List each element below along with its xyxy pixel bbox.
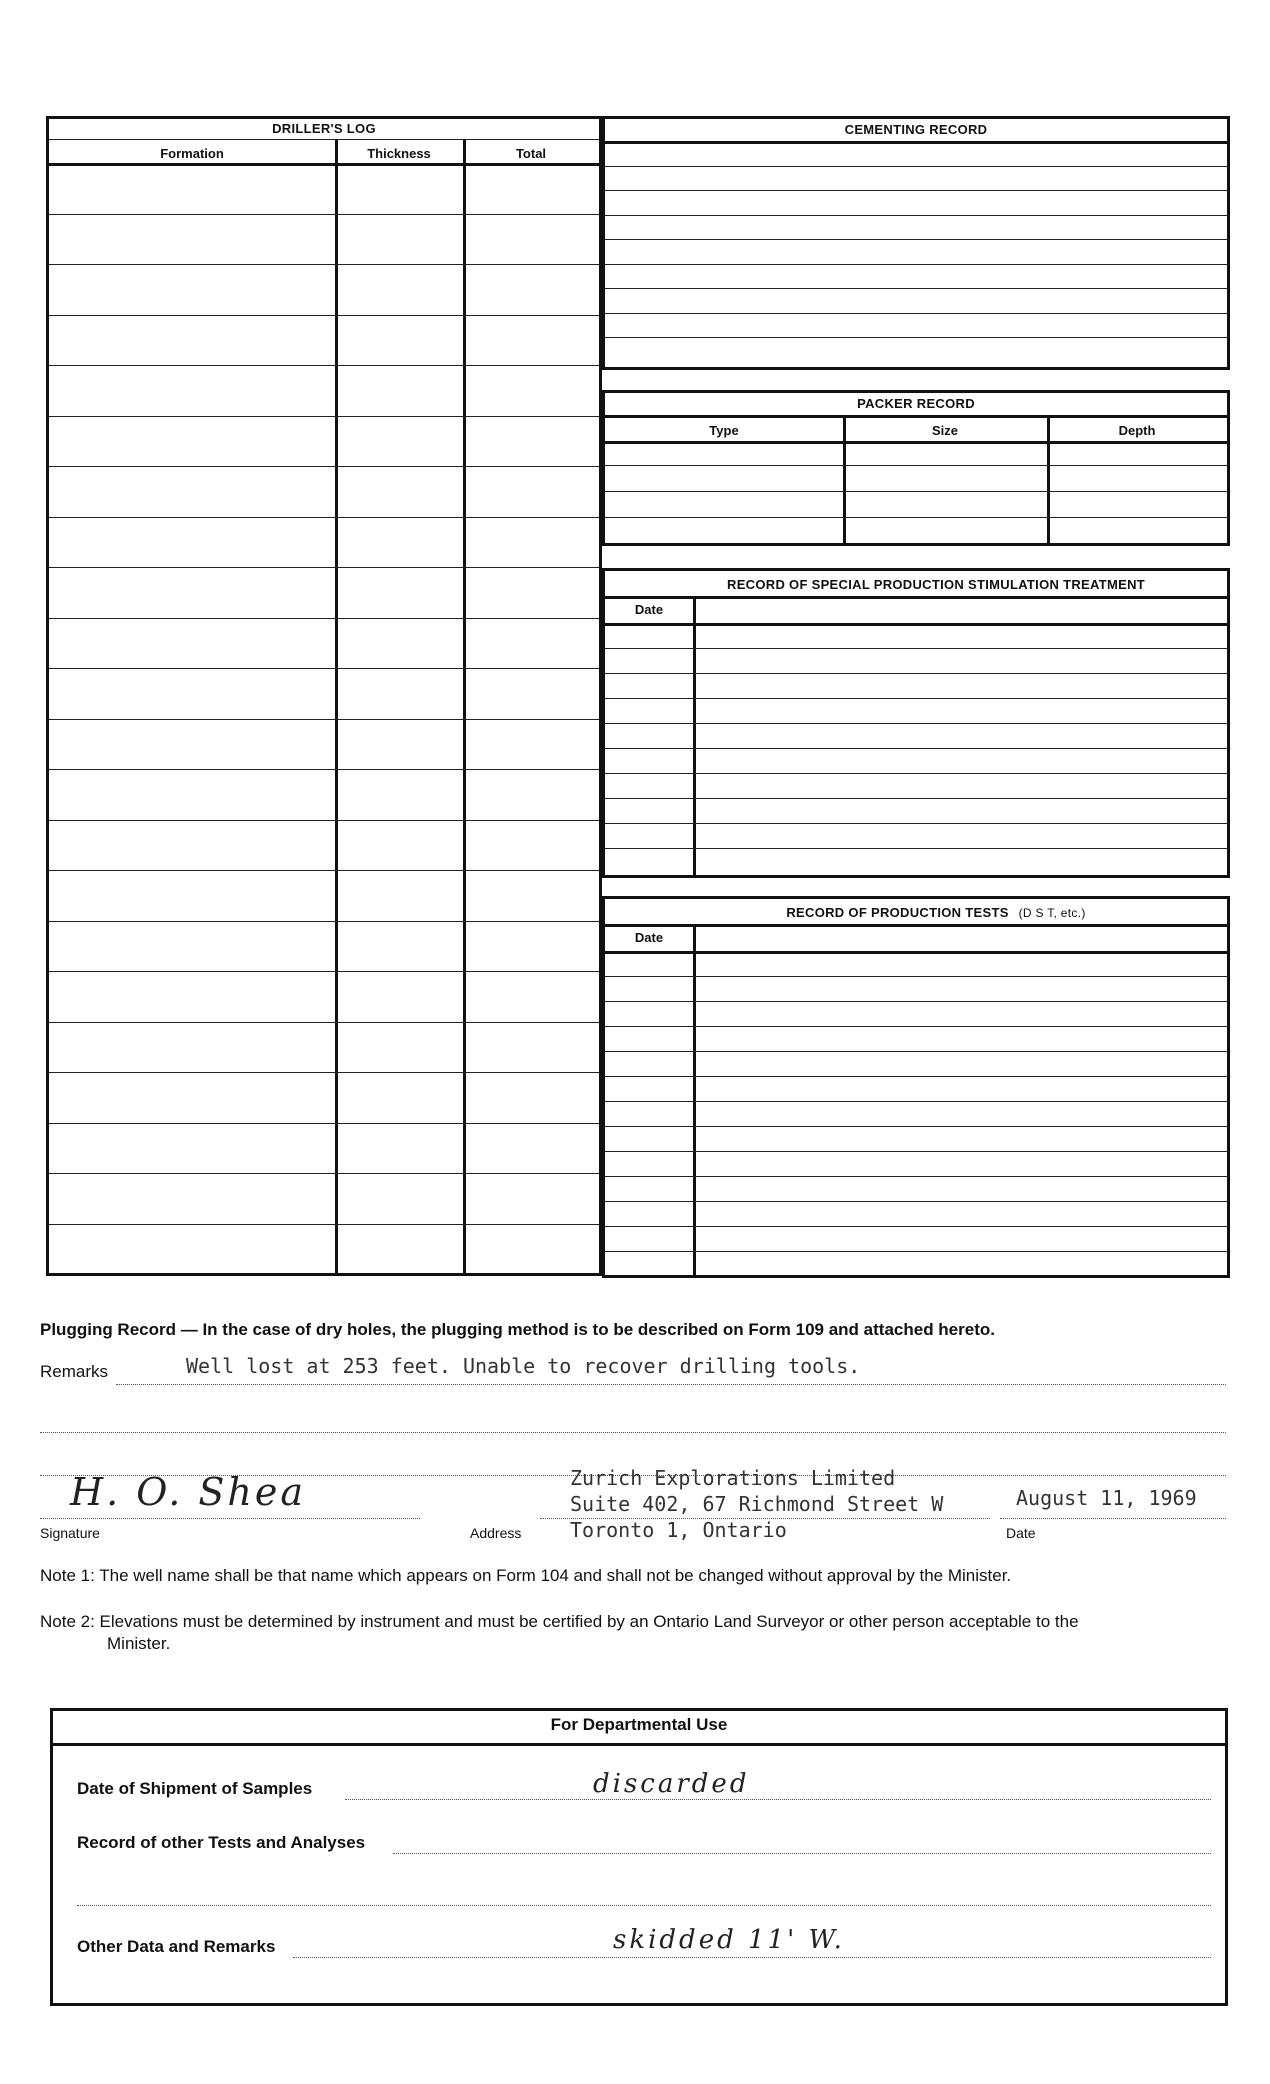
drillers-log-row-line — [49, 971, 599, 972]
production-tests-row-line — [605, 1001, 1227, 1002]
drillers-log-row-line — [49, 870, 599, 871]
production-tests-row-line — [605, 1176, 1227, 1177]
cementing-record-row-line — [605, 166, 1227, 167]
drillers-log-row-line — [49, 921, 599, 922]
note-2-line-2: Minister. — [107, 1634, 171, 1653]
drillers-log-row-line — [49, 264, 599, 265]
departmental-use-title: For Departmental Use — [550, 1715, 728, 1734]
remarks-label: Remarks — [40, 1362, 109, 1381]
production-tests-date-header: Date — [634, 930, 664, 945]
other-data-label: Other Data and Remarks — [77, 1937, 276, 1956]
drillers-log-row-line — [49, 1022, 599, 1023]
drillers-log-row-line — [49, 416, 599, 417]
cementing-record-table — [602, 116, 1230, 370]
drillers-log-row-line — [49, 1173, 599, 1174]
production-tests-row-line — [605, 976, 1227, 977]
cementing-record-title: CEMENTING RECORD — [844, 122, 988, 137]
production-tests-title-main: RECORD OF PRODUCTION TESTS — [786, 905, 1009, 920]
stimulation-table — [602, 568, 1230, 878]
cementing-record-row-line — [605, 215, 1227, 216]
column-thickness: Thickness — [367, 146, 431, 161]
shipment-label: Date of Shipment of Samples — [77, 1779, 313, 1798]
other-data-value: skidded 11' W. — [613, 1925, 845, 1955]
stimulation-row-line — [605, 698, 1227, 699]
stimulation-title: RECORD OF SPECIAL PRODUCTION STIMULATION TREATMENT — [727, 577, 1145, 592]
drillers-log-row-line — [49, 668, 599, 669]
drillers-log-row-line — [49, 517, 599, 518]
signature-value: H. O. Shea — [70, 1470, 307, 1514]
cementing-record-row-line — [605, 288, 1227, 289]
drillers-log-row-line — [49, 769, 599, 770]
cementing-record-row-line — [605, 264, 1227, 265]
stimulation-row-line — [605, 798, 1227, 799]
note-2-line-1: Note 2: Elevations must be determined by instrument and must be certified by an Ontario Land Surveyor or other person acceptable to the — [40, 1612, 1079, 1631]
drillers-log-row-line — [49, 365, 599, 366]
production-tests-row-line — [605, 1051, 1227, 1052]
stimulation-row-line — [605, 773, 1227, 774]
plugging-record-text: — In the case of dry holes, the plugging method is to be described on Form 109 and attached hereto. — [180, 1320, 995, 1339]
production-tests-table — [602, 896, 1230, 1278]
production-tests-row-line — [605, 1226, 1227, 1227]
production-tests-row-line — [605, 1151, 1227, 1152]
packer-record-table — [602, 390, 1230, 546]
drillers-log-row-line — [49, 214, 599, 215]
drillers-log-title: DRILLER'S LOG — [272, 121, 376, 136]
production-tests-row-line — [605, 1201, 1227, 1202]
date-value: August 11, 1969 — [1016, 1486, 1197, 1510]
date-label: Date — [1006, 1525, 1036, 1541]
production-tests-row-line — [605, 1026, 1227, 1027]
production-tests-row-line — [605, 1101, 1227, 1102]
address-line-1: Zurich Explorations Limited — [570, 1466, 896, 1490]
drillers-log-row-line — [49, 1072, 599, 1073]
column-formation: Formation — [160, 146, 224, 161]
production-tests-row-line — [605, 1076, 1227, 1077]
production-tests-row-line — [605, 1251, 1227, 1252]
production-tests-title-suffix: (D S T, etc.) — [1018, 906, 1086, 920]
packer-record-title: PACKER RECORD — [857, 396, 975, 411]
remarks-value: Well lost at 253 feet. Unable to recover drilling tools. — [186, 1354, 861, 1378]
stimulation-row-line — [605, 723, 1227, 724]
column-total: Total — [515, 146, 547, 161]
cementing-record-row-line — [605, 190, 1227, 191]
stimulation-row-line — [605, 648, 1227, 649]
address-line-2: Suite 402, 67 Richmond Street W — [570, 1492, 944, 1516]
stimulation-date-header: Date — [634, 602, 664, 617]
drillers-log-row-line — [49, 1123, 599, 1124]
drillers-log-row-line — [49, 315, 599, 316]
departmental-use-box — [50, 1708, 1228, 2006]
address-label: Address — [470, 1525, 522, 1541]
drillers-log-table — [46, 116, 602, 1276]
drillers-log-row-line — [49, 820, 599, 821]
stimulation-row-line — [605, 848, 1227, 849]
stimulation-row-line — [605, 748, 1227, 749]
cementing-record-row-line — [605, 313, 1227, 314]
stimulation-row-line — [605, 823, 1227, 824]
address-line-3: Toronto 1, Ontario — [570, 1518, 787, 1542]
note-1: Note 1: The well name shall be that name which appears on Form 104 and shall not be changed without approval by the Minister. — [40, 1566, 1012, 1585]
column-size: Size — [931, 423, 958, 438]
stimulation-row-line — [605, 673, 1227, 674]
cementing-record-row-line — [605, 239, 1227, 240]
production-tests-row-line — [605, 1126, 1227, 1127]
cementing-record-row-line — [605, 337, 1227, 338]
drillers-log-row-line — [49, 567, 599, 568]
drillers-log-row-line — [49, 1224, 599, 1225]
shipment-value: discarded — [593, 1769, 750, 1799]
plugging-record — [40, 1320, 1240, 1340]
production-tests-title — [605, 905, 1227, 920]
drillers-log-row-line — [49, 719, 599, 720]
signature-label: Signature — [40, 1525, 100, 1541]
tests-label: Record of other Tests and Analyses — [77, 1833, 366, 1852]
column-type: Type — [709, 423, 739, 438]
drillers-log-row-line — [49, 466, 599, 467]
column-depth: Depth — [1118, 423, 1156, 438]
plugging-record-label: Plugging Record — [40, 1320, 176, 1339]
drillers-log-row-line — [49, 618, 599, 619]
